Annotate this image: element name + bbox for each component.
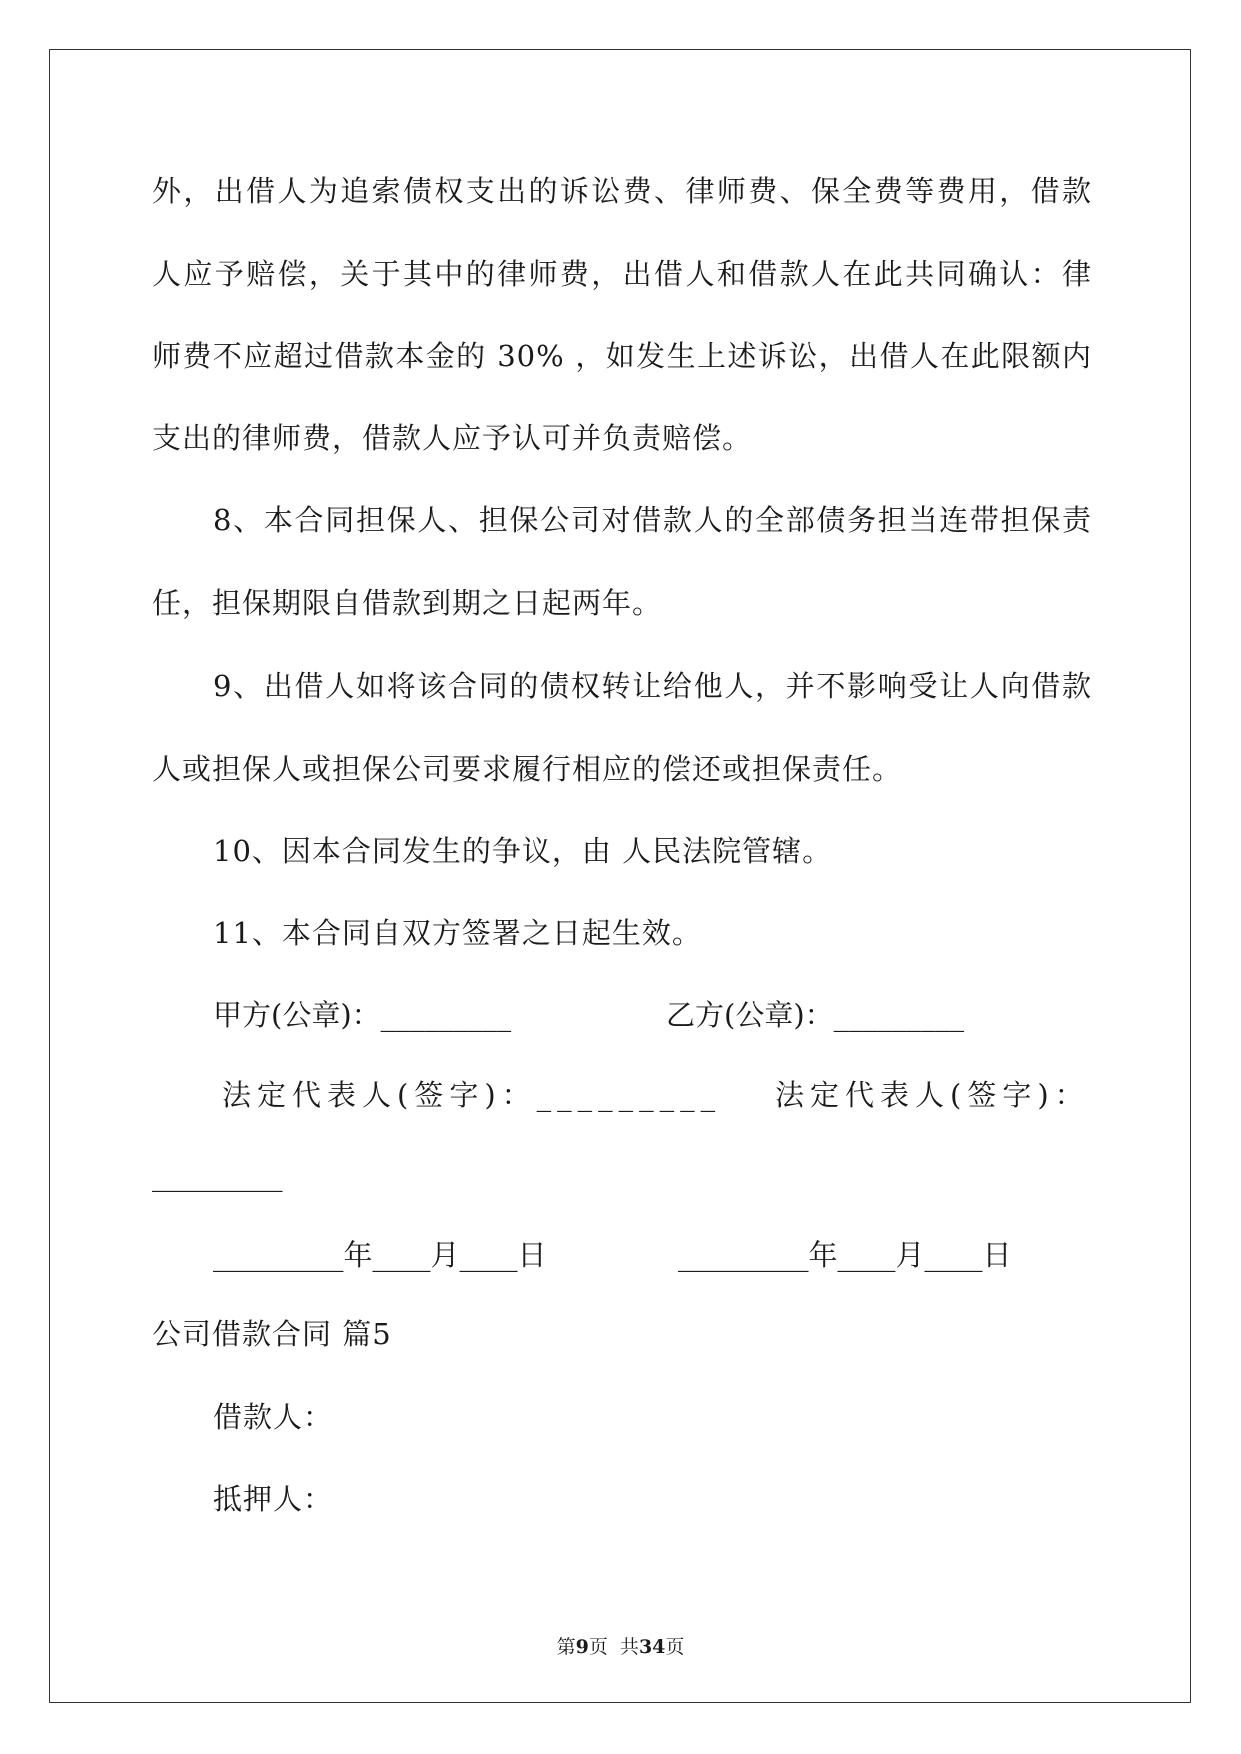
page-footer	[0, 1635, 1241, 1659]
party-a-representative: 法定代表人(签字)：_________	[222, 1078, 722, 1112]
clause-10: 10、因本合同发生的争议，由 人民法院管辖。	[213, 834, 833, 868]
party-a-seal: 甲方(公章)：_________	[213, 998, 512, 1032]
paragraph-line: 外，出借人为追索债权支出的诉讼费、律师费、保全费等费用，借款	[152, 174, 1092, 208]
section-title: 公司借款合同 篇5	[152, 1317, 392, 1351]
party-a-date: _________年____月____日	[213, 1238, 547, 1272]
mortgagor-label: 抵押人：	[213, 1482, 334, 1516]
page-number: 9	[575, 1636, 589, 1658]
page-mid: 页 共	[588, 1636, 639, 1658]
page-suffix: 页	[665, 1636, 685, 1658]
party-b-representative: 法定代表人(签字)：	[775, 1078, 1090, 1112]
party-b-date: _________年____月____日	[678, 1238, 1012, 1272]
borrower-label: 借款人：	[213, 1400, 334, 1434]
paragraph-line: 支出的律师费，借款人应予认可并负责赔偿。	[152, 421, 753, 455]
page-border	[49, 49, 1191, 1703]
party-b-seal: 乙方(公章)：_________	[666, 998, 965, 1032]
clause-9-line: 9、出借人如将该合同的债权转让给他人，并不影响受让人向借款	[213, 669, 1092, 703]
page-prefix: 第	[556, 1636, 576, 1658]
clause-8-line: 任，担保期限自借款到期之日起两年。	[152, 586, 663, 620]
clause-9-line: 人或担保人或担保公司要求履行相应的偿还或担保责任。	[152, 752, 903, 786]
paragraph-line: 师费不应超过借款本金的 30% ，如发生上述诉讼，出借人在此限额内	[152, 339, 1092, 373]
party-b-representative-blank: _________	[152, 1158, 283, 1192]
clause-11: 11、本合同自双方签署之日起生效。	[213, 916, 702, 950]
page-total: 34	[638, 1636, 666, 1658]
paragraph-line: 人应予赔偿，关于其中的律师费，出借人和借款人在此共同确认：律	[152, 257, 1092, 291]
clause-8-line: 8、本合同担保人、担保公司对借款人的全部债务担当连带担保责	[213, 503, 1092, 537]
